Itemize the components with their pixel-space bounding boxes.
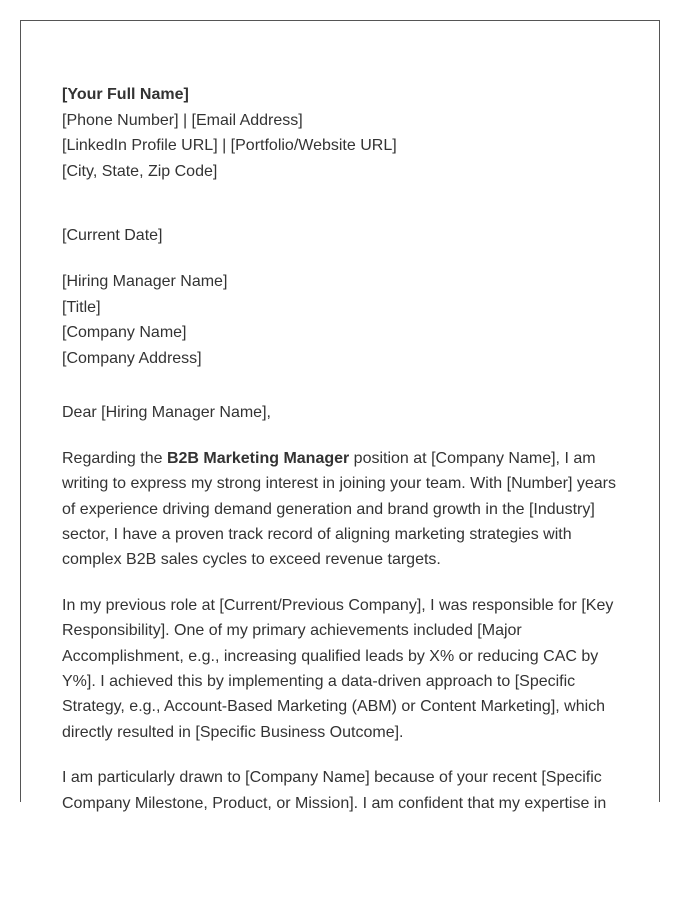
body-paragraph-2: In my previous role at [Current/Previous Company], I was responsible for [Key Responsibility]. One of my primary achievements included [Major Accomplishment, e.g., increasing qualified leads by X% or reducing CAC by Y%]. I achieved this by implementing a data-driven approach to [Specific Strategy, e.g., Account-Based Marketing (ABM) or Content Marketing], which directly resulted in [Specific Business Outcome]. (62, 596, 614, 741)
p1-text-after: position at [Company Name], I am writing to express my strong interest in joining your team. With [Number] years of experience driving demand generation and brand growth in the [Industry] sector, I have a proven track record of aligning marketing strategies with complex B2B sales cycles to exceed revenue targets. (62, 449, 616, 569)
letter-date: [Current Date] (62, 227, 163, 245)
p1-text-before: Regarding the (62, 449, 167, 467)
sender-links: [LinkedIn Profile URL] | [Portfolio/Website URL] (62, 137, 397, 155)
sender-contact: [Phone Number] | [Email Address] (62, 111, 303, 129)
body-paragraph-3: I am particularly drawn to [Company Name] because of your recent [Specific Company Milestone, Product, or Mission]. I am confident that my expertise in (62, 769, 607, 812)
p1-position-title: B2B Marketing Manager (166, 449, 350, 467)
sender-location: [City, State, Zip Code] (62, 162, 218, 180)
letter-page (20, 20, 660, 812)
recipient-block (62, 269, 622, 371)
recipient-title: [Title] (62, 298, 101, 316)
sender-block (62, 82, 622, 184)
recipient-address: [Company Address] (62, 349, 202, 367)
letter-content (62, 82, 622, 836)
body-paragraph-1 (62, 446, 622, 573)
recipient-name: [Hiring Manager Name] (62, 272, 228, 290)
salutation: Dear [Hiring Manager Name], (62, 404, 271, 422)
recipient-company: [Company Name] (62, 324, 187, 342)
sender-full-name: [Your Full Name] (62, 86, 189, 103)
